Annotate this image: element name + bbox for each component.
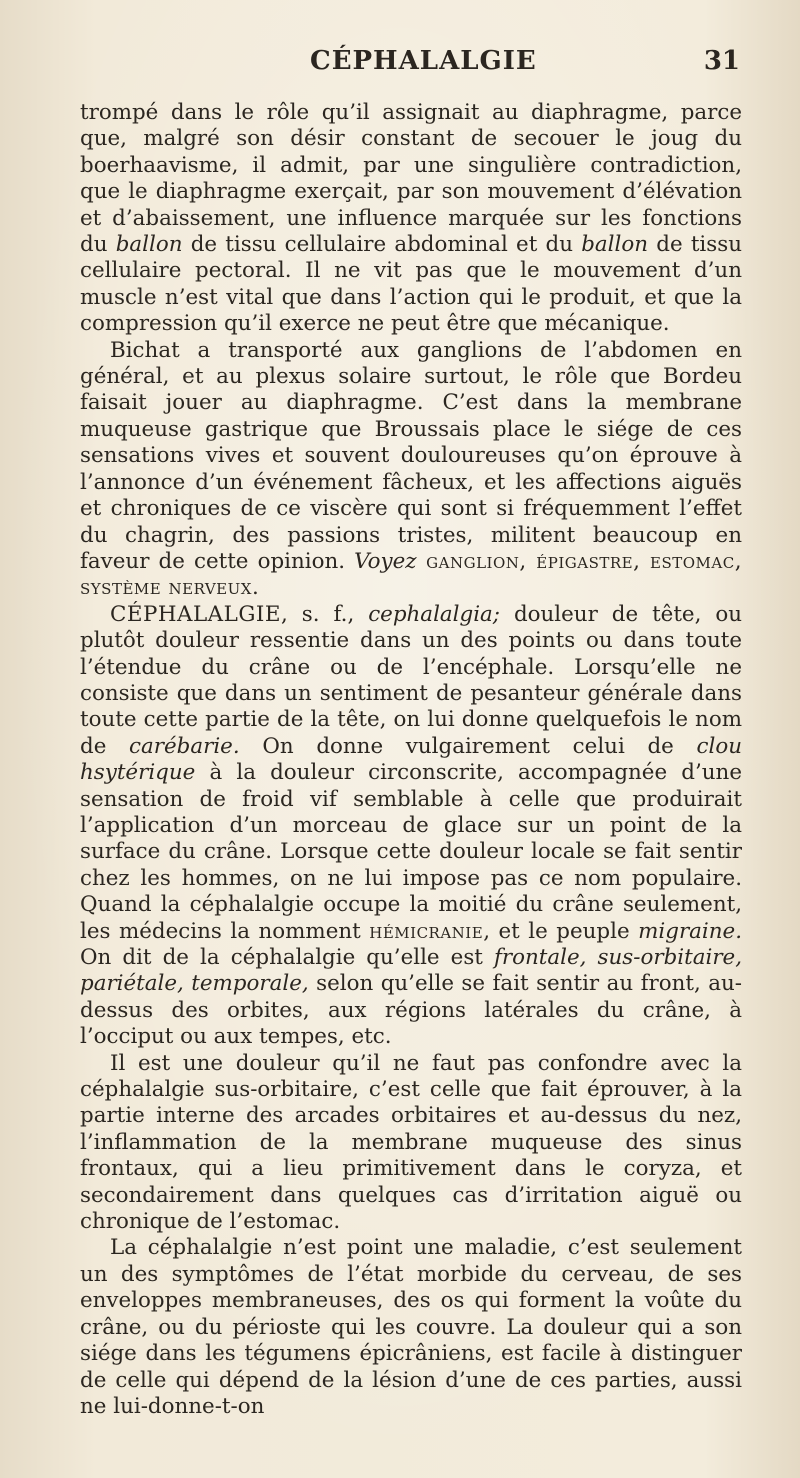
paragraph-2 [80, 338, 742, 602]
cross-references: ganglion, épigastre, estomac, système nerveux. [80, 548, 742, 601]
text-run: La céphalalgie n’est point une maladie, c’est seulement un des symptômes de l’état morbide du cerveau, de ses enveloppes membraneuses, des os qui forment la voûte du crâne, ou du périoste qui les couvre. La douleur qui a son siége dans les tégumens épicrâniens, est facile à distinguer de celle qui dépend de la lésion d’une de ces parties, aussi ne lui-donne-t-on [80, 1235, 742, 1419]
paragraph-1 [80, 100, 742, 338]
text-run: douleur de tête, ou plutôt douleur ressentie dans un des points ou dans toute l’étendue du crâne ou de l’encéphale. Lorsqu’elle ne consiste que dans un sentiment de pesanteur générale dans toute cette partie de la tête, on lui donne quelquefois le nom de [80, 601, 742, 759]
text-run: , et le peuple [483, 918, 639, 944]
paragraph-3-entry [80, 602, 742, 1051]
text-run: Il est une douleur qu’il ne faut pas confondre avec la céphalalgie sus-orbitaire, c’est celle que fait éprouver, à la partie interne des arcades orbitaires et au-dessus du nez, l’inflammation de la membrane muqueuse des sinus frontaux, qui a lieu primitivement dans le coryza, et secondairement dans quelques cas d’irritation aiguë ou chronique de l’estomac. [80, 1050, 742, 1235]
text-run: trompé dans le rôle qu’il assignait au diaphragme, parce que, malgré son désir constant de secouer le joug du boerhaavisme, il admit, par une singulière contradiction, que le diaphragme exerçait, par son mouvement d’élévation et d’abaissement, une influence marquée sur les fonctions du [80, 100, 742, 258]
small-caps-term: hémicranie [369, 918, 484, 944]
text-run: , s. f., [281, 601, 369, 627]
text-run: de tissu cellulaire pectoral. Il ne vit pas que le mouvement d’un muscle n’est vital que dans l’action qui le produit, et que la compression qu’il exerce ne peut être que mécanique. [80, 232, 742, 337]
page-header [80, 46, 740, 86]
italic-term: carébarie. [129, 733, 240, 759]
text-run: à la douleur circonscrite, accompagnée d’une sensation de froid vif semblable à celle que produirait l’application d’un morceau de glace sur un point de la surface du crâne. Lorsque cette douleur locale se fait sentir chez les hommes, on ne lui impose pas ce nom populaire. Quand la céphalalgie occupe la moitié du crâne seulement, les médecins la nomment [80, 760, 742, 944]
text-run: selon qu’elle se fait sentir au front, au-dessus des orbites, aux régions latérales du crâne, à l’occiput ou aux tempes, etc. [80, 971, 742, 1050]
italic-term: clou hsytérique [80, 733, 742, 786]
italic-term: Voyez [354, 548, 417, 574]
italic-term: ballon [581, 232, 649, 258]
text-run: Bichat a transporté aux ganglions de l’abdomen en général, et au plexus solaire surtout, le rôle que Bordeu faisait jouer au diaphragme. C’est dans la membrane muqueuse gastrique que Broussais place le siége de ces sensations vives et souvent douloureuses qu’on éprouve à l’annonce d’un événement fâcheux, et les affections aiguës et chroniques de ce viscère qui sont si fréquemment l’effet du chagrin, des passions tristes, militent beaucoup en faveur de cette opinion. [80, 337, 742, 574]
page-body [80, 100, 742, 1420]
text-run: de tissu cellulaire abdominal et du [182, 232, 582, 258]
italic-term: frontale, sus-orbitaire, pariétale, temporale, [80, 945, 743, 997]
text-run: On donne vulgairement celui de [239, 733, 697, 759]
italic-term: cephalalgia; [368, 601, 500, 627]
entry-headword: CÉPHALALGIE [110, 601, 281, 627]
italic-term: ballon [115, 232, 183, 258]
paragraph-4 [80, 1051, 742, 1236]
paragraph-5 [80, 1235, 742, 1420]
italic-term: migraine. [638, 918, 742, 944]
page-number: 31 [703, 46, 740, 76]
running-head: CÉPHALALGIE [310, 46, 537, 76]
text-run: On dit de la céphalalgie qu’elle est [80, 945, 494, 970]
